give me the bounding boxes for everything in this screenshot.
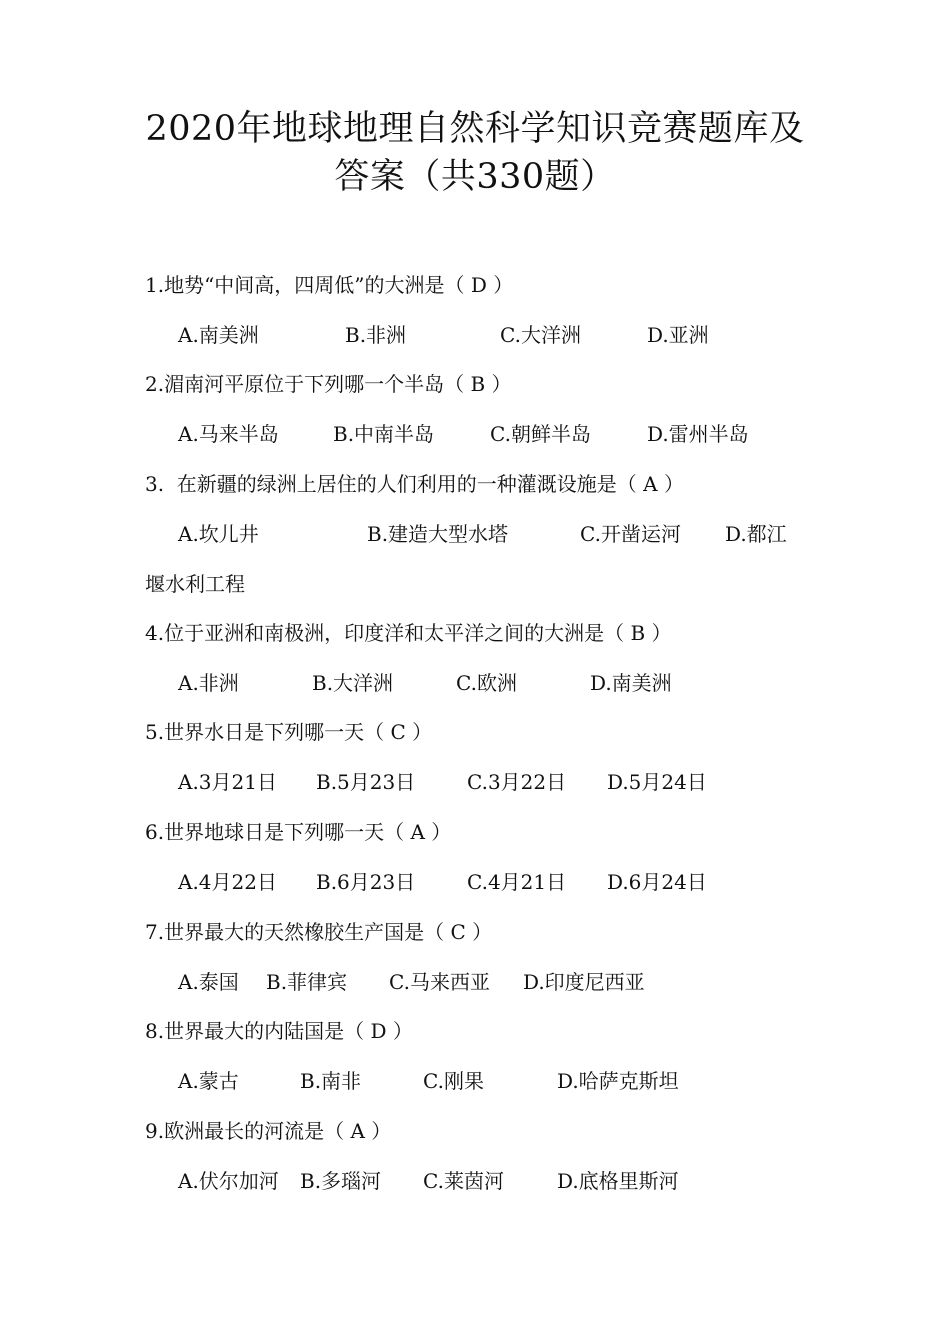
question-option: D.6月24日: [607, 870, 707, 894]
question-option: B.南非: [300, 1069, 362, 1093]
question-option: C.马来西亚: [389, 970, 490, 994]
question-stem: 9.欧洲最长的河流是（ A ）: [145, 1119, 392, 1143]
document-title-line-2: 答案（共330题）: [334, 157, 616, 197]
question-option: B.6月23日: [316, 870, 416, 894]
question-stem: 6.世界地球日是下列哪一天（ A ）: [145, 820, 452, 844]
question-option: C.莱茵河: [423, 1169, 504, 1193]
question-option: A.非洲: [178, 671, 239, 695]
question-stem: 5.世界水日是下列哪一天（ C ）: [145, 720, 433, 744]
question-option: C.4月21日: [467, 870, 567, 894]
question-option: C.朝鲜半岛: [490, 422, 591, 446]
question-option: A.蒙古: [178, 1069, 239, 1093]
question-option: D.亚洲: [647, 323, 709, 347]
question-option: D.南美洲: [590, 671, 672, 695]
question-option: A.泰国: [178, 970, 239, 994]
question-option: B.多瑙河: [300, 1169, 382, 1193]
question-stem: 7.世界最大的天然橡胶生产国是（ C ）: [145, 920, 493, 944]
question-stem: 8.世界最大的内陆国是（ D ）: [145, 1019, 413, 1043]
question-option: B.菲律宾: [266, 970, 348, 994]
question-option: A.南美洲: [178, 323, 259, 347]
question-stem: 4.位于亚洲和南极洲，印度洋和太平洋之间的大洲是（ B ）: [145, 621, 672, 645]
question-option: D.雷州半岛: [647, 422, 749, 446]
question-option: B.中南半岛: [333, 422, 435, 446]
question-option: B.大洋洲: [312, 671, 394, 695]
document-title-line-1: 2020年地球地理自然科学知识竞赛题库及: [145, 109, 805, 149]
question-option: C.刚果: [423, 1069, 484, 1093]
question-option: D.5月24日: [607, 770, 707, 794]
question-option: D.印度尼西亚: [523, 970, 645, 994]
question-option: A.伏尔加河: [178, 1169, 279, 1193]
question-option: B.建造大型水塔: [367, 522, 509, 546]
question-option: A.4月22日: [178, 870, 277, 894]
question-stem: 2.湄南河平原位于下列哪一个半岛（ B ）: [145, 372, 512, 396]
question-option: C.大洋洲: [500, 323, 581, 347]
question-option-continuation: 堰水利工程: [145, 572, 245, 596]
question-option: D.哈萨克斯坦: [557, 1069, 679, 1093]
question-option: C.3月22日: [467, 770, 567, 794]
question-option: D.都江: [725, 522, 787, 546]
question-stem: 1.地势“中间高，四周低”的大洲是（ D ）: [145, 273, 514, 297]
question-stem: 3. 在新疆的绿洲上居住的人们利用的一种灌溉设施是（ A ）: [145, 472, 684, 496]
question-option: C.开凿运河: [580, 522, 681, 546]
question-option: A.3月21日: [178, 770, 277, 794]
question-option: B.非洲: [345, 323, 407, 347]
question-option: C.欧洲: [456, 671, 517, 695]
question-option: A.坎儿井: [178, 522, 259, 546]
question-option: B.5月23日: [316, 770, 416, 794]
question-option: A.马来半岛: [178, 422, 279, 446]
question-option: D.底格里斯河: [557, 1169, 679, 1193]
